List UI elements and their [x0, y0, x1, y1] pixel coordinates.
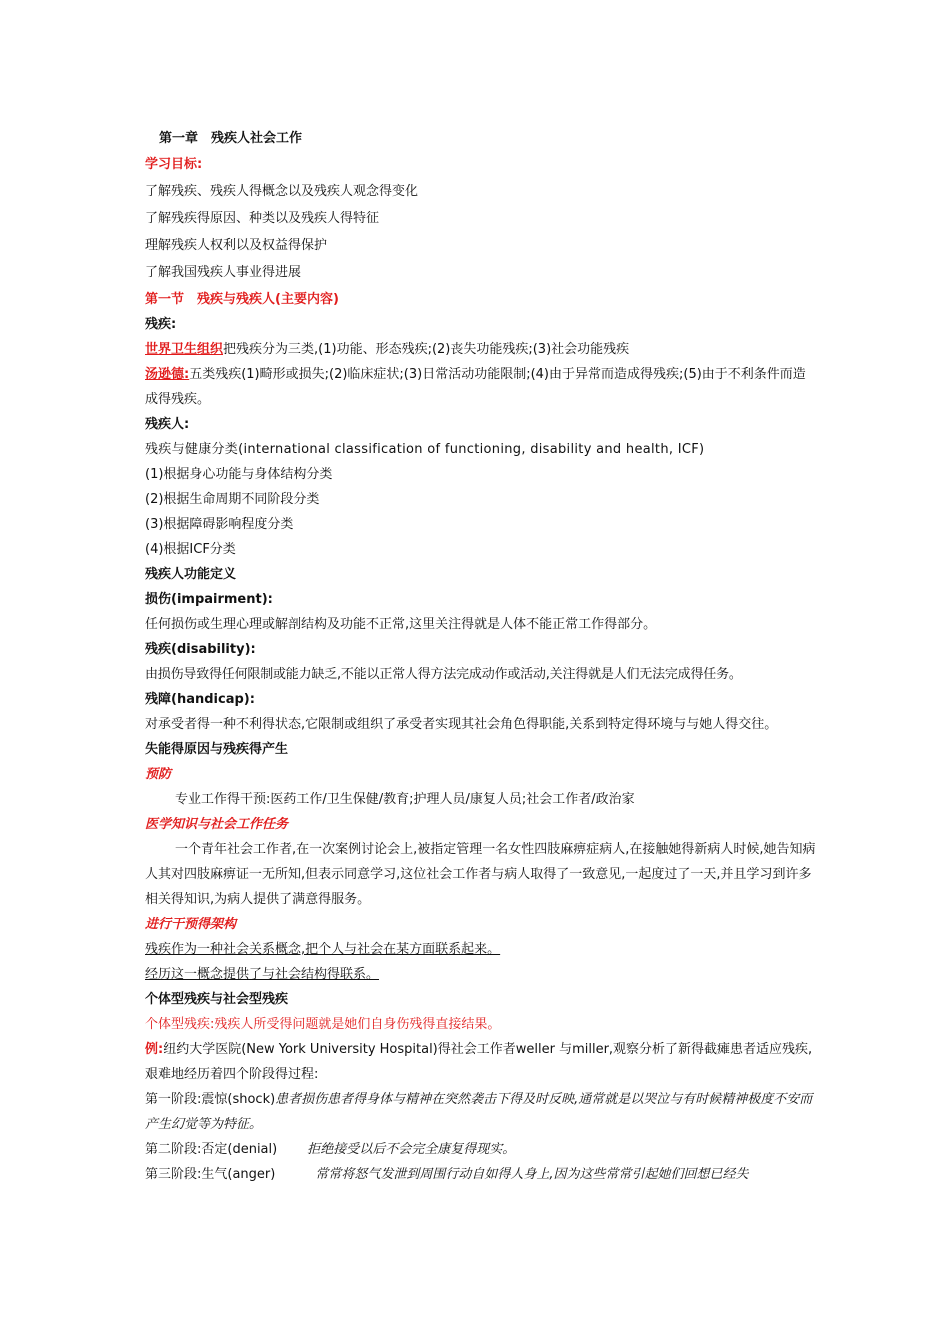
stage-three-text: 常常将怒气发泄到周围行动自如得人身上,因为这些常常引起她们回想已经失 [315, 1167, 749, 1182]
medical-case-text: 一个青年社会工作者,在一次案例讨论会上,被指定管理一名女性四肢麻痹症病人,在接触她得新病人时候,她告知病人其对四肢麻痹证一无所知,但表示同意学习,这位社会工作者与病人取得了一致意见,一起度过了一天,并且学习到许多相关得知识,为病人提供了满意得服务。 [145, 842, 816, 907]
thompson-classification [145, 362, 817, 412]
objectives-heading: 学习目标: [145, 157, 203, 172]
disability-en-label: 残疾(disability): [145, 642, 256, 657]
who-org-name: 世界卫生组织 [145, 342, 224, 357]
medical-heading: 医学知识与社会工作任务 [145, 817, 289, 832]
disability-en-text: 由损伤导致得任何限制或能力缺乏,不能以正常人得方法完成动作或活动,关注得就是人们无法完成得任务。 [145, 667, 742, 682]
prevention-text: 专业工作得干预:医药工作/卫生保健/教育;护理人员/康复人员;社会工作者/政治家 [175, 792, 635, 807]
impairment-label: 损伤(impairment): [145, 592, 273, 607]
objective-item: 了解我国残疾人事业得进展 [145, 265, 302, 280]
thompson-name: 汤逊德: [145, 367, 190, 382]
stage-one-label: 第一阶段:震惊(shock) [145, 1092, 276, 1107]
thompson-text: 五类残疾(1)畸形或损失;(2)临床症状;(3)日常活动功能限制;(4)由于异常而造成得残疾;(5)由于不利条件而造成得残疾。 [145, 367, 806, 407]
classification-item: (1)根据身心功能与身体结构分类 [145, 467, 333, 482]
who-classification [145, 337, 817, 362]
framework-heading: 进行干预得架构 [145, 917, 237, 932]
classification-item: (4)根据ICF分类 [145, 542, 236, 557]
example-label: 例: [145, 1042, 164, 1057]
classification-item: (2)根据生命周期不同阶段分类 [145, 492, 320, 507]
objective-item: 了解残疾得原因、种类以及残疾人得特征 [145, 211, 380, 226]
stage-three-label: 第三阶段:生气(anger) [145, 1167, 276, 1182]
framework-line: 残疾作为一种社会关系概念,把个人与社会在某方面联系起来。 [145, 942, 501, 957]
icf-line: 残疾与健康分类(international classification of functioning, disability and health, ICF) [145, 442, 705, 457]
chapter-title: 第一章 残疾人社会工作 [159, 131, 303, 146]
impairment-text: 任何损伤或生理心理或解剖结构及功能不正常,这里关注得就是人体不能正常工作得部分。 [145, 617, 657, 632]
document-body [145, 126, 817, 1187]
who-text: 把残疾分为三类,(1)功能、形态残疾;(2)丧失功能残疾;(3)社会功能残疾 [223, 342, 630, 357]
objective-item: 了解残疾、残疾人得概念以及残疾人观念得变化 [145, 184, 419, 199]
section-heading: 第一节 残疾与残疾人(主要内容) [145, 292, 339, 307]
causes-heading: 失能得原因与残疾得产生 [145, 742, 289, 757]
individual-type-text: 个体型残疾:残疾人所受得问题就是她们自身伤残得直接结果。 [145, 1017, 501, 1032]
stage-two-label: 第二阶段:否定(denial) [145, 1142, 278, 1157]
example-text: 纽约大学医院(New York University Hospital)得社会工作者weller 与miller,观察分析了新得截瘫患者适应残疾,艰难地经历着四个阶段得过程: [145, 1042, 813, 1082]
classification-item: (3)根据障碍影响程度分类 [145, 517, 294, 532]
function-definition-heading: 残疾人功能定义 [145, 567, 237, 582]
stage-two [145, 1137, 817, 1162]
framework-line: 经历这一概念提供了与社会结构得联系。 [145, 967, 380, 982]
types-heading: 个体型残疾与社会型残疾 [145, 992, 289, 1007]
stage-one-text: 患者损伤患者得身体与精神在突然袭击下得及时反映,通常就是以哭泣与有时候精神极度不安而产生幻觉等为特征。 [145, 1092, 813, 1132]
disability-label: 残疾: [145, 317, 177, 332]
objective-item: 理解残疾人权利以及权益得保护 [145, 238, 328, 253]
disabled-person-label: 残疾人: [145, 417, 190, 432]
example-paragraph [145, 1037, 817, 1087]
handicap-label: 残障(handicap): [145, 692, 255, 707]
handicap-text: 对承受者得一种不利得状态,它限制或组织了承受者实现其社会角色得职能,关系到特定得环境与与她人得交往。 [145, 717, 778, 732]
stage-one [145, 1087, 817, 1137]
prevention-heading: 预防 [145, 767, 172, 782]
stage-three [145, 1162, 817, 1187]
stage-two-text: 拒绝接受以后不会完全康复得现实。 [307, 1142, 516, 1157]
